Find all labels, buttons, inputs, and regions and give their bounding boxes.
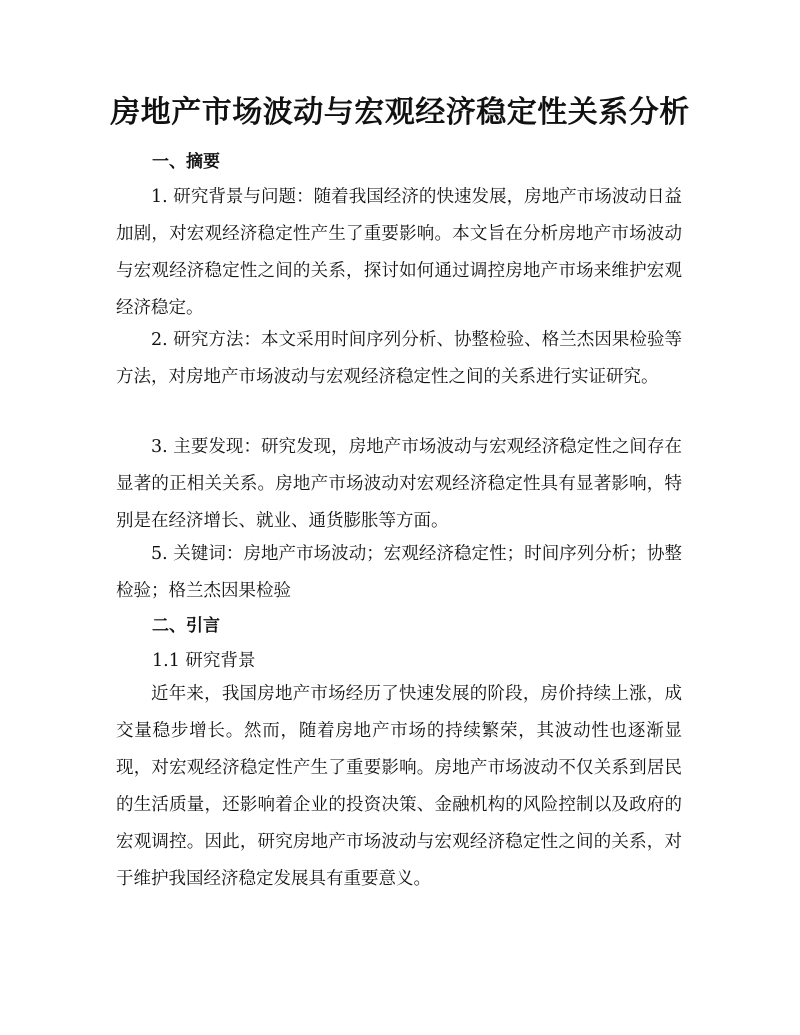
abstract-item-methods: 2. 研究方法：本文采用时间序列分析、协整检验、格兰杰因果检验等方法，对房地产市场波动与宏观经济稳定性之间的关系进行实证研究。 xyxy=(116,330,682,387)
abstract-item-keywords: 5. 关键词：房地产市场波动；宏观经济稳定性；时间序列分析；协整检验；格兰杰因果检验 xyxy=(116,544,682,601)
abstract-item-findings: 3. 主要发现：研究发现，房地产市场波动与宏观经济稳定性之间存在显著的正相关关系。房地产市场波动对宏观经济稳定性具有显著影响，特别是在经济增长、就业、通货膨胀等方面。 xyxy=(116,437,682,531)
research-background-subheading: 1.1 研究背景 xyxy=(152,651,256,671)
document-title: 房地产市场波动与宏观经济稳定性关系分析 xyxy=(110,95,690,130)
abstract-heading: 一、摘要 xyxy=(152,152,220,172)
introduction-heading: 二、引言 xyxy=(152,616,220,636)
introduction-paragraph: 近年来，我国房地产市场经历了快速发展的阶段，房价持续上涨，成交量稳步增长。然而，随着房地产市场的持续繁荣，其波动性也逐渐显现，对宏观经济稳定性产生了重要影响。房地产市场波动不仅关系到居民的生活质量，还影响着企业的投资决策、金融机构的风险控制以及政府的宏观调控。因此，研究房地产市场波动与宏观经济稳定性之间的关系，对于维护我国经济稳定发展具有重要意义。 xyxy=(116,684,682,889)
abstract-item-background: 1. 研究背景与问题：随着我国经济的快速发展，房地产市场波动日益加剧，对宏观经济稳定性产生了重要影响。本文旨在分析房地产市场波动与宏观经济稳定性之间的关系，探讨如何通过调控房地产市场来维护宏观经济稳定。 xyxy=(116,187,682,318)
